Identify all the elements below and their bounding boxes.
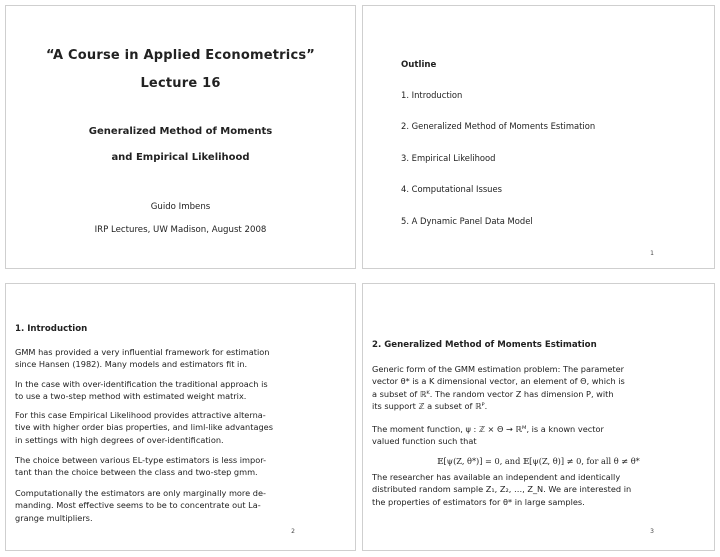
- author: Guido Imbens: [150, 202, 211, 212]
- page-number: 1: [650, 250, 654, 257]
- outline-item: 4. Computational Issues: [401, 184, 503, 194]
- intro-paragraph-1: GMM has provided a very influential framework for estimation since Hansen (1982). Many models and estimators fit in.: [15, 347, 270, 370]
- subtitle-line-1: Generalized Method of Moments: [88, 126, 273, 137]
- moment-equation: 𝔼[ψ(Z, θ*)] = 0, and 𝔼[ψ(Z, θ)] ≠ 0, for all θ ≠ θ*: [437, 456, 640, 466]
- intro-heading: 1. Introduction: [15, 324, 88, 334]
- outline-item: 1. Introduction: [401, 90, 463, 100]
- intro-paragraph-2: In the case with over-identification the traditional approach is to use a two-step method with estimated weight matrix.: [15, 379, 268, 402]
- slide-title: [5, 5, 356, 269]
- slide-gmm: [362, 283, 715, 551]
- slide-outline: [362, 5, 715, 269]
- outline-item: 3. Empirical Likelihood: [401, 153, 496, 163]
- outline-item: 5. A Dynamic Panel Data Model: [401, 216, 533, 226]
- lecture-number: Lecture 16: [140, 76, 221, 91]
- gmm-paragraph-3: The researcher has available an independent and identically distributed random sample Z₁, Z₂, …, Z_N. We are interested in the properties of estimators for θ* in large samples.: [372, 472, 632, 507]
- slide-introduction: [5, 283, 356, 551]
- intro-paragraph-3: For this case Empirical Likelihood provides attractive alterna- tive with higher order bias properties, and liml-like advantages in settings with high degrees of over-identification.: [15, 410, 273, 445]
- outline-heading: Outline: [401, 60, 437, 70]
- page-number: 2: [291, 528, 295, 535]
- subtitle-line-2: and Empirical Likelihood: [111, 152, 250, 163]
- intro-paragraph-4: The choice between various EL-type estimators is less impor- tant than the choice between the class and two-step gmm.: [15, 455, 267, 478]
- gmm-paragraph-2: The moment function, ψ : ℤ × Θ → ℝᴹ, is a known vector valued function such that: [372, 424, 604, 447]
- intro-paragraph-5: Computationally the estimators are only marginally more de- manding. Most effective seems to be to concentrate out La- grange multipliers.: [15, 488, 266, 523]
- outline-item: 2. Generalized Method of Moments Estimation: [401, 121, 596, 131]
- gmm-heading: 2. Generalized Method of Moments Estimation: [372, 340, 597, 350]
- gmm-paragraph-1: Generic form of the GMM estimation problem: The parameter vector θ* is a K dimensional vector, an element of Θ, which is a subset of ℝᴷ. The random vector Z has dimension P, with its support ℤ a subset of ℝᴾ.: [372, 364, 625, 412]
- course-title: “A Course in Applied Econometrics”: [45, 48, 316, 63]
- venue: IRP Lectures, UW Madison, August 2008: [94, 225, 267, 235]
- page-number: 3: [650, 528, 654, 535]
